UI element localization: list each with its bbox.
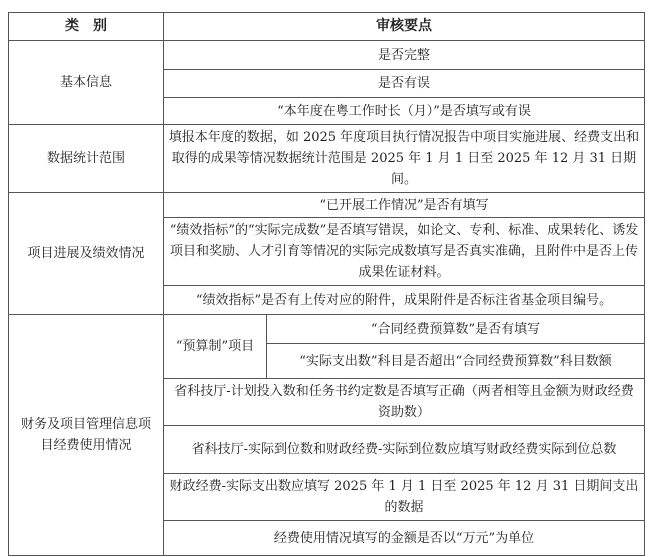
category-data-scope: 数据统计范围 xyxy=(9,125,164,193)
review-point: 经费使用情况填写的金额是否以“万元”为单位 xyxy=(164,521,645,556)
category-progress: 项目进展及绩效情况 xyxy=(9,193,164,315)
review-point: “绩效指标”是否有上传对应的附件，成果附件是否标注省基金项目编号。 xyxy=(164,286,645,315)
review-point: 省科技厅-实际到位数和财政经费-实际到位数应填写财政经费实际到位总数 xyxy=(164,426,645,474)
review-point: “本年度在粤工作时长（月）”是否填写或有误 xyxy=(164,98,645,125)
header-points: 审核要点 xyxy=(164,13,645,41)
header-category: 类 别 xyxy=(9,13,164,41)
review-point: “合同经费预算数”是否有填写 xyxy=(267,315,645,344)
review-point: “实际支出数”科目是否超出“合同经费预算数”科目数额 xyxy=(267,344,645,379)
review-point: “绩效指标”的“实际完成数”是否填写错误，如论文、专利、标准、成果转化、诱发项目和奖励、人才引育等情况的实际完成数填写是否真实准确，且附件中是否上传成果佐证材料。 xyxy=(164,218,645,286)
review-point: 省科技厅-计划投入数和任务书约定数是否填写正确（两者相等且金额为财政经费资助数） xyxy=(164,379,645,426)
category-basic-info: 基本信息 xyxy=(9,41,164,125)
category-finance: 财务及项目管理信息项目经费使用情况 xyxy=(9,315,164,556)
subcategory-budget: “预算制”项目 xyxy=(164,315,267,379)
review-point: 是否有误 xyxy=(164,70,645,98)
review-point: 是否完整 xyxy=(164,41,645,70)
review-point: “已开展工作情况”是否有填写 xyxy=(164,193,645,218)
review-table xyxy=(8,12,645,556)
review-point: 财政经费-实际支出数应填写 2025 年 1 月 1 日至 2025 年 12 月 31 日期间支出的数据 xyxy=(164,474,645,521)
review-point: 填报本年度的数据，如 2025 年度项目执行情况报告中项目实施进展、经费支出和取得的成果等情况数据统计范围是 2025 年 1 月 1 日至 2025 年 12 月 31 日期间。 xyxy=(164,125,645,193)
